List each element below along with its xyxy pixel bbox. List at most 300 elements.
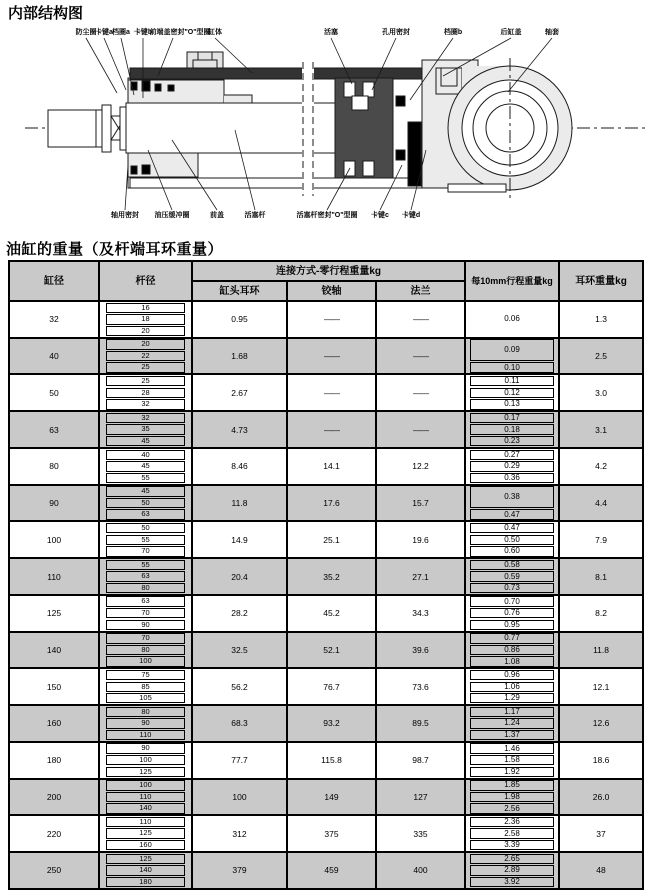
head-lug-cell: 56.2 <box>192 668 287 705</box>
per10-value: 0.27 <box>470 450 554 460</box>
rod-value: 70 <box>106 546 185 556</box>
per10-cell <box>465 729 559 742</box>
rod-cell <box>99 815 192 828</box>
rod-cell <box>99 497 192 509</box>
bore-cell: 110 <box>9 558 99 595</box>
flange-cell: 98.7 <box>376 742 465 779</box>
pivot-cell: 45.2 <box>287 595 376 632</box>
rod-value: 110 <box>106 792 185 802</box>
part-label-key-a: 卡键a <box>95 29 113 36</box>
per10-value: 0.11 <box>470 376 554 386</box>
ring-cell: 7.9 <box>559 521 643 558</box>
rod-value: 160 <box>106 840 185 850</box>
ring-cell: 48 <box>559 852 643 889</box>
rod-cell <box>99 301 192 314</box>
flange-cell: —— <box>376 338 465 375</box>
head-lug-cell: 0.95 <box>192 301 287 338</box>
per10-value: 2.36 <box>470 817 554 827</box>
rod-cell <box>99 729 192 742</box>
bore-cell: 200 <box>9 779 99 816</box>
pivot-cell: 14.1 <box>287 448 376 485</box>
ring-cell: 8.2 <box>559 595 643 632</box>
table-row <box>9 448 643 461</box>
ring-cell: 8.1 <box>559 558 643 595</box>
per10-cell <box>465 619 559 632</box>
per10-cell <box>465 387 559 399</box>
flange-cell: 19.6 <box>376 521 465 558</box>
rod-value: 45 <box>106 436 185 446</box>
flange-cell: 335 <box>376 815 465 852</box>
ring-cell: 11.8 <box>559 632 643 669</box>
rod-cell <box>99 718 192 730</box>
per10-cell <box>465 876 559 889</box>
bore-cell: 63 <box>9 411 99 448</box>
per10-cell <box>465 644 559 656</box>
per10-cell <box>465 681 559 693</box>
rod-cell <box>99 387 192 399</box>
rod-value: 90 <box>106 718 185 728</box>
rod-value: 70 <box>106 633 185 643</box>
per10-value: 0.59 <box>470 571 554 581</box>
rod-value: 55 <box>106 473 185 483</box>
flange-cell: 400 <box>376 852 465 889</box>
table-row <box>9 411 643 424</box>
bore-cell: 90 <box>9 485 99 522</box>
rod-cell <box>99 791 192 803</box>
bore-cell: 40 <box>9 338 99 375</box>
pivot-cell: 149 <box>287 779 376 816</box>
part-label-bushing: 轴套 <box>545 29 559 36</box>
per10-cell <box>465 766 559 779</box>
per10-value: 0.76 <box>470 608 554 618</box>
rod-cell <box>99 521 192 534</box>
table-row <box>9 521 643 534</box>
head-lug-cell: 312 <box>192 815 287 852</box>
table-row <box>9 595 643 608</box>
rod-value: 90 <box>106 743 185 753</box>
rod-value: 100 <box>106 656 185 666</box>
part-label-front-cover: 前盖 <box>210 212 224 219</box>
per10-cell <box>465 509 559 522</box>
table-row <box>9 558 643 571</box>
table-row <box>9 742 643 755</box>
table-title: 油缸的重量（及杆端耳环重量） <box>6 241 224 258</box>
per10-value: 1.29 <box>470 693 554 703</box>
rod-cell <box>99 644 192 656</box>
rod-value: 110 <box>106 817 185 827</box>
rod-cell <box>99 424 192 436</box>
head-lug-cell: 4.73 <box>192 411 287 448</box>
header-row-1 <box>9 261 643 281</box>
weight-table <box>8 260 644 890</box>
pivot-cell: —— <box>287 301 376 338</box>
per10-value: 1.06 <box>470 682 554 692</box>
bore-cell: 180 <box>9 742 99 779</box>
rod-value: 25 <box>106 362 185 372</box>
per10-cell <box>465 472 559 485</box>
rod-value: 125 <box>106 828 185 838</box>
rod-value: 80 <box>106 707 185 717</box>
rod-value: 70 <box>106 608 185 618</box>
per10-value: 1.37 <box>470 730 554 740</box>
per10-cell <box>465 693 559 706</box>
rod-cell <box>99 582 192 595</box>
per10-cell <box>465 534 559 546</box>
head-lug-cell: 11.8 <box>192 485 287 522</box>
per10-value: 0.09 <box>470 339 554 361</box>
rod-value: 75 <box>106 670 185 680</box>
rod-cell <box>99 693 192 706</box>
per10-cell <box>465 754 559 766</box>
part-label-key-b: 卡键b <box>133 29 153 36</box>
head-lug-cell: 20.4 <box>192 558 287 595</box>
flange-cell: 34.3 <box>376 595 465 632</box>
per10-value: 1.92 <box>470 767 554 777</box>
cylinder-diagram <box>0 0 650 233</box>
rod-value: 110 <box>106 730 185 740</box>
table-row <box>9 852 643 865</box>
pivot-cell: 17.6 <box>287 485 376 522</box>
rod-value: 20 <box>106 326 185 336</box>
head-lug-cell: 14.9 <box>192 521 287 558</box>
head-lug-cell: 32.5 <box>192 632 287 669</box>
col-header-pivot: 铰轴 <box>287 281 376 301</box>
per10-cell <box>465 595 559 608</box>
rod-cell <box>99 619 192 632</box>
rod-cell <box>99 754 192 766</box>
part-label-retainer-b: 档圈b <box>443 29 463 36</box>
pivot-cell: —— <box>287 411 376 448</box>
col-header-ring: 耳环重量kg <box>559 261 643 301</box>
part-label-key-c: 卡键c <box>371 212 389 219</box>
per10-cell <box>465 742 559 755</box>
rod-cell <box>99 828 192 840</box>
bore-cell: 32 <box>9 301 99 338</box>
per10-value: 2.65 <box>470 854 554 864</box>
per10-cell <box>465 839 559 852</box>
per10-cell <box>465 865 559 877</box>
part-label-front-o-ring: 前端盖密封"O"型圈 <box>149 29 211 36</box>
flange-cell: 39.6 <box>376 632 465 669</box>
col-header-per10: 每10mm行程重量kg <box>465 261 559 301</box>
rod-cell <box>99 852 192 865</box>
rod-cell <box>99 607 192 619</box>
rod-cell <box>99 632 192 645</box>
rod-value: 32 <box>106 399 185 409</box>
per10-value: 0.50 <box>470 535 554 545</box>
per10-cell <box>465 485 559 509</box>
rod-value: 55 <box>106 560 185 570</box>
rod-value: 63 <box>106 571 185 581</box>
rod-value: 63 <box>106 596 185 606</box>
rod-value: 16 <box>106 303 185 313</box>
ring-cell: 12.1 <box>559 668 643 705</box>
rod-value: 22 <box>106 351 185 361</box>
part-label-key-d: 卡键d <box>401 212 421 219</box>
rod-cell <box>99 338 192 351</box>
per10-value: 0.18 <box>470 424 554 434</box>
bore-cell: 250 <box>9 852 99 889</box>
per10-value: 0.96 <box>470 670 554 680</box>
rod-cell <box>99 656 192 669</box>
rod-cell <box>99 350 192 362</box>
head-lug-cell: 1.68 <box>192 338 287 375</box>
part-label-buffer-ring: 油压缓冲圈 <box>154 212 190 219</box>
per10-value: 3.92 <box>470 877 554 887</box>
pivot-cell: 52.1 <box>287 632 376 669</box>
table-row <box>9 632 643 645</box>
per10-cell <box>465 705 559 718</box>
rod-cell <box>99 448 192 461</box>
ring-cell: 4.2 <box>559 448 643 485</box>
flange-cell: —— <box>376 374 465 411</box>
rod-value: 105 <box>106 693 185 703</box>
head-lug-cell: 68.3 <box>192 705 287 742</box>
per10-value: 1.58 <box>470 755 554 765</box>
per10-cell <box>465 448 559 461</box>
rod-value: 20 <box>106 339 185 349</box>
part-label-rear-cap: 后缸盖 <box>500 29 522 36</box>
ring-cell: 1.3 <box>559 301 643 338</box>
diagram-title: 内部结构图 <box>8 5 84 22</box>
pivot-cell: 459 <box>287 852 376 889</box>
per10-cell <box>465 815 559 828</box>
rod-cell <box>99 876 192 889</box>
head-lug-cell: 379 <box>192 852 287 889</box>
per10-value: 0.29 <box>470 461 554 471</box>
per10-cell <box>465 374 559 387</box>
head-lug-cell: 28.2 <box>192 595 287 632</box>
rod-value: 100 <box>106 755 185 765</box>
rod-cell <box>99 571 192 583</box>
bore-cell: 140 <box>9 632 99 669</box>
table-row <box>9 485 643 498</box>
per10-cell <box>465 301 559 338</box>
rod-cell <box>99 681 192 693</box>
rod-value: 125 <box>106 767 185 777</box>
per10-value: 1.24 <box>470 718 554 728</box>
rod-cell <box>99 779 192 792</box>
part-label-dust-ring: 防尘圈 <box>75 29 97 36</box>
rod-value: 55 <box>106 535 185 545</box>
per10-cell <box>465 668 559 681</box>
rod-value: 50 <box>106 498 185 508</box>
per10-cell <box>465 558 559 571</box>
rod-cell <box>99 766 192 779</box>
per10-value: 3.39 <box>470 840 554 850</box>
rod-cell <box>99 595 192 608</box>
table-row <box>9 815 643 828</box>
per10-value: 0.47 <box>470 523 554 533</box>
pivot-cell: 25.1 <box>287 521 376 558</box>
rod-cell <box>99 865 192 877</box>
rod-cell <box>99 411 192 424</box>
ring-cell: 37 <box>559 815 643 852</box>
rod-value: 100 <box>106 780 185 790</box>
rod-cell <box>99 742 192 755</box>
table-row <box>9 668 643 681</box>
per10-value: 0.36 <box>470 473 554 483</box>
per10-value: 1.98 <box>470 792 554 802</box>
rod-value: 80 <box>106 645 185 655</box>
flange-cell: 12.2 <box>376 448 465 485</box>
bore-cell: 160 <box>9 705 99 742</box>
col-header-connection: 连接方式-零行程重量kg <box>192 261 465 281</box>
bore-cell: 80 <box>9 448 99 485</box>
rod-cell <box>99 705 192 718</box>
per10-value: 0.47 <box>470 509 554 519</box>
rod-cell <box>99 803 192 816</box>
table-row <box>9 705 643 718</box>
per10-cell <box>465 338 559 362</box>
rod-cell <box>99 461 192 473</box>
per10-cell <box>465 399 559 412</box>
bore-cell: 100 <box>9 521 99 558</box>
bore-cell: 125 <box>9 595 99 632</box>
per10-value: 0.23 <box>470 436 554 446</box>
part-label-piston: 活塞 <box>324 29 338 36</box>
rod-cell <box>99 374 192 387</box>
per10-value: 1.17 <box>470 707 554 717</box>
rod-value: 140 <box>106 865 185 875</box>
per10-cell <box>465 803 559 816</box>
part-label-piston-rod: 活塞杆 <box>244 212 266 219</box>
per10-cell <box>465 779 559 792</box>
rod-cell <box>99 534 192 546</box>
per10-cell <box>465 546 559 559</box>
per10-value: 2.56 <box>470 803 554 813</box>
per10-cell <box>465 435 559 448</box>
pivot-cell: 35.2 <box>287 558 376 595</box>
per10-value: 0.10 <box>470 362 554 372</box>
col-header-head-lug: 缸头耳环 <box>192 281 287 301</box>
ring-cell: 12.6 <box>559 705 643 742</box>
part-label-shaft-seal: 轴用密封 <box>111 212 139 219</box>
per10-value: 0.95 <box>470 620 554 630</box>
pivot-cell: 375 <box>287 815 376 852</box>
per10-cell <box>465 582 559 595</box>
pivot-cell: —— <box>287 374 376 411</box>
part-label-bore-seal: 孔用密封 <box>382 29 410 36</box>
per10-value: 1.46 <box>470 743 554 753</box>
flange-cell: —— <box>376 301 465 338</box>
rod-cell <box>99 509 192 522</box>
per10-cell <box>465 791 559 803</box>
rod-value: 45 <box>106 461 185 471</box>
col-header-bore: 缸径 <box>9 261 99 301</box>
table-row <box>9 374 643 387</box>
rod-value: 50 <box>106 523 185 533</box>
rod-value: 32 <box>106 413 185 423</box>
per10-cell <box>465 571 559 583</box>
flange-cell: 73.6 <box>376 668 465 705</box>
per10-value: 0.13 <box>470 399 554 409</box>
part-label-retainer-a: 档圈a <box>112 29 130 36</box>
rod-value: 80 <box>106 583 185 593</box>
rod-cell <box>99 325 192 338</box>
per10-cell <box>465 632 559 645</box>
rod-value: 45 <box>106 486 185 496</box>
rod-cell <box>99 314 192 326</box>
rod-cell <box>99 399 192 412</box>
rod-value: 180 <box>106 877 185 887</box>
head-lug-cell: 8.46 <box>192 448 287 485</box>
col-header-flange: 法兰 <box>376 281 465 301</box>
rod-value: 90 <box>106 620 185 630</box>
ring-cell: 4.4 <box>559 485 643 522</box>
rod-value: 28 <box>106 388 185 398</box>
flange-cell: 127 <box>376 779 465 816</box>
per10-value: 2.58 <box>470 828 554 838</box>
rod-value: 35 <box>106 424 185 434</box>
col-header-rod: 杆径 <box>99 261 192 301</box>
rod-cell <box>99 472 192 485</box>
head-lug-cell: 77.7 <box>192 742 287 779</box>
pivot-cell: 76.7 <box>287 668 376 705</box>
per10-value: 0.60 <box>470 546 554 556</box>
rod-value: 85 <box>106 682 185 692</box>
rod-cell <box>99 485 192 498</box>
rod-cell <box>99 668 192 681</box>
rod-value: 63 <box>106 509 185 519</box>
rod-value: 125 <box>106 854 185 864</box>
per10-cell <box>465 656 559 669</box>
flange-cell: —— <box>376 411 465 448</box>
rod-cell <box>99 435 192 448</box>
ring-cell: 2.5 <box>559 338 643 375</box>
per10-cell <box>465 828 559 840</box>
table-row <box>9 301 643 314</box>
ring-cell: 3.1 <box>559 411 643 448</box>
per10-cell <box>465 362 559 375</box>
flange-cell: 27.1 <box>376 558 465 595</box>
rod-cell <box>99 839 192 852</box>
ring-cell: 3.0 <box>559 374 643 411</box>
per10-value: 1.08 <box>470 656 554 666</box>
bore-cell: 50 <box>9 374 99 411</box>
per10-cell <box>465 424 559 436</box>
rod-value: 40 <box>106 450 185 460</box>
per10-cell <box>465 461 559 473</box>
rod-cell <box>99 546 192 559</box>
per10-value: 0.70 <box>470 596 554 606</box>
part-label-barrel: 缸体 <box>208 29 222 36</box>
per10-value: 0.58 <box>470 560 554 570</box>
rod-value: 140 <box>106 803 185 813</box>
per10-cell <box>465 718 559 730</box>
pivot-cell: 93.2 <box>287 705 376 742</box>
per10-cell <box>465 521 559 534</box>
rod-value: 25 <box>106 376 185 386</box>
per10-value: 2.89 <box>470 865 554 875</box>
part-label-rod-o-ring: 活塞杆密封"O"型圈 <box>296 212 358 219</box>
per10-cell <box>465 411 559 424</box>
per10-value: 0.73 <box>470 583 554 593</box>
rod-value: 18 <box>106 314 185 324</box>
table-row <box>9 779 643 792</box>
pivot-cell: 115.8 <box>287 742 376 779</box>
rod-cell <box>99 362 192 375</box>
bore-cell: 150 <box>9 668 99 705</box>
per10-value: 0.12 <box>470 388 554 398</box>
ring-cell: 26.0 <box>559 779 643 816</box>
head-lug-cell: 100 <box>192 779 287 816</box>
head-lug-cell: 2.67 <box>192 374 287 411</box>
per10-cell <box>465 852 559 865</box>
per10-value: 0.17 <box>470 413 554 423</box>
per10-value: 0.06 <box>504 314 520 324</box>
per10-value: 0.38 <box>470 486 554 508</box>
